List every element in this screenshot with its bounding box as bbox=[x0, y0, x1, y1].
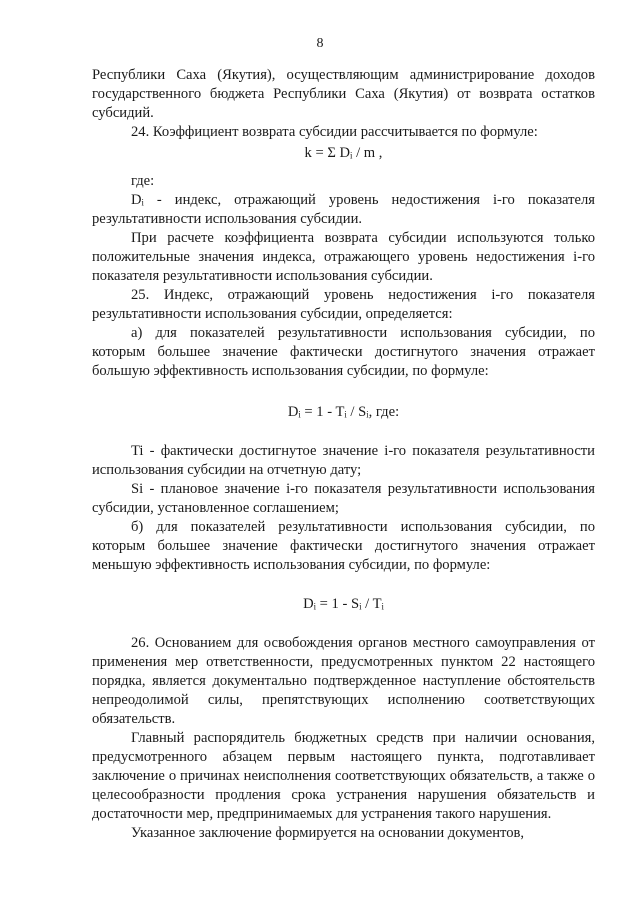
paragraph-26: 26. Основанием для освобождения органов местного самоуправления от применения мер ответственности, предусмотренных пунктом 22 настоящего порядка, является документально подтвержденное наступление обстоятельств непреодолимой силы, препятствующих исполнению соответствующих обязательств. bbox=[92, 635, 595, 727]
paragraph-si-definition: Si - плановое значение i-го показателя результативности использования субсидии, установленное соглашением; bbox=[92, 481, 595, 516]
formula-index-a: Dᵢ = 1 - Tᵢ / Sᵢ, где: bbox=[287, 404, 400, 420]
paragraph-25-b: б) для показателей результативности использования субсидии, по которым большее значение фактически достигнутого значения отражает меньшую эффективность использования субсидии, по формуле: bbox=[92, 519, 595, 573]
paragraph-continuation: Республики Саха (Якутия), осуществляющим администрирование доходов государственного бюджета Республики Саха (Якутия) от возврата остатков субсидий. bbox=[92, 67, 595, 121]
paragraph-conclusion: Указанное заключение формируется на основании документов, bbox=[131, 825, 525, 841]
paragraph-25-a: а) для показателей результативности использования субсидии, по которым большее значение фактически достигнутого значения отражает большую эффективность использования субсидии, по формуле: bbox=[92, 325, 595, 379]
formula-index-b: Dᵢ = 1 - Sᵢ / Tᵢ bbox=[303, 596, 384, 612]
page-number: 8 bbox=[316, 36, 324, 51]
paragraph-main-manager: Главный распорядитель бюджетных средств при наличии основания, предусмотренного абзацем первым настоящего пункта, подготавливает заключение о причинах неисполнения соответствующих обязательств, а также о целесообразности продления срока устранения нарушения обязательств и достаточности мер, предпринимаемых для устранения такого нарушения. bbox=[92, 730, 595, 822]
document-body bbox=[92, 66, 595, 843]
paragraph-where: где: bbox=[131, 173, 155, 189]
formula-return-coefficient: k = Σ Dᵢ / m , bbox=[304, 145, 383, 161]
paragraph-positive-values: При расчете коэффициента возврата субсидии используются только положительные значения индекса, отражающего уровень недостижения i-го показателя результативности использования субсидии. bbox=[92, 230, 595, 284]
paragraph-ti-definition: Ti - фактически достигнутое значение i-го показателя результативности использования субсидии на отчетную дату; bbox=[92, 443, 595, 478]
paragraph-24: 24. Коэффициент возврата субсидии рассчитывается по формуле: bbox=[131, 124, 538, 140]
paragraph-di-definition: Dᵢ - индекс, отражающий уровень недостижения i-го показателя результативности использования субсидии. bbox=[92, 192, 595, 227]
paragraph-25: 25. Индекс, отражающий уровень недостижения i-го показателя результативности использования субсидии, определяется: bbox=[92, 287, 595, 322]
